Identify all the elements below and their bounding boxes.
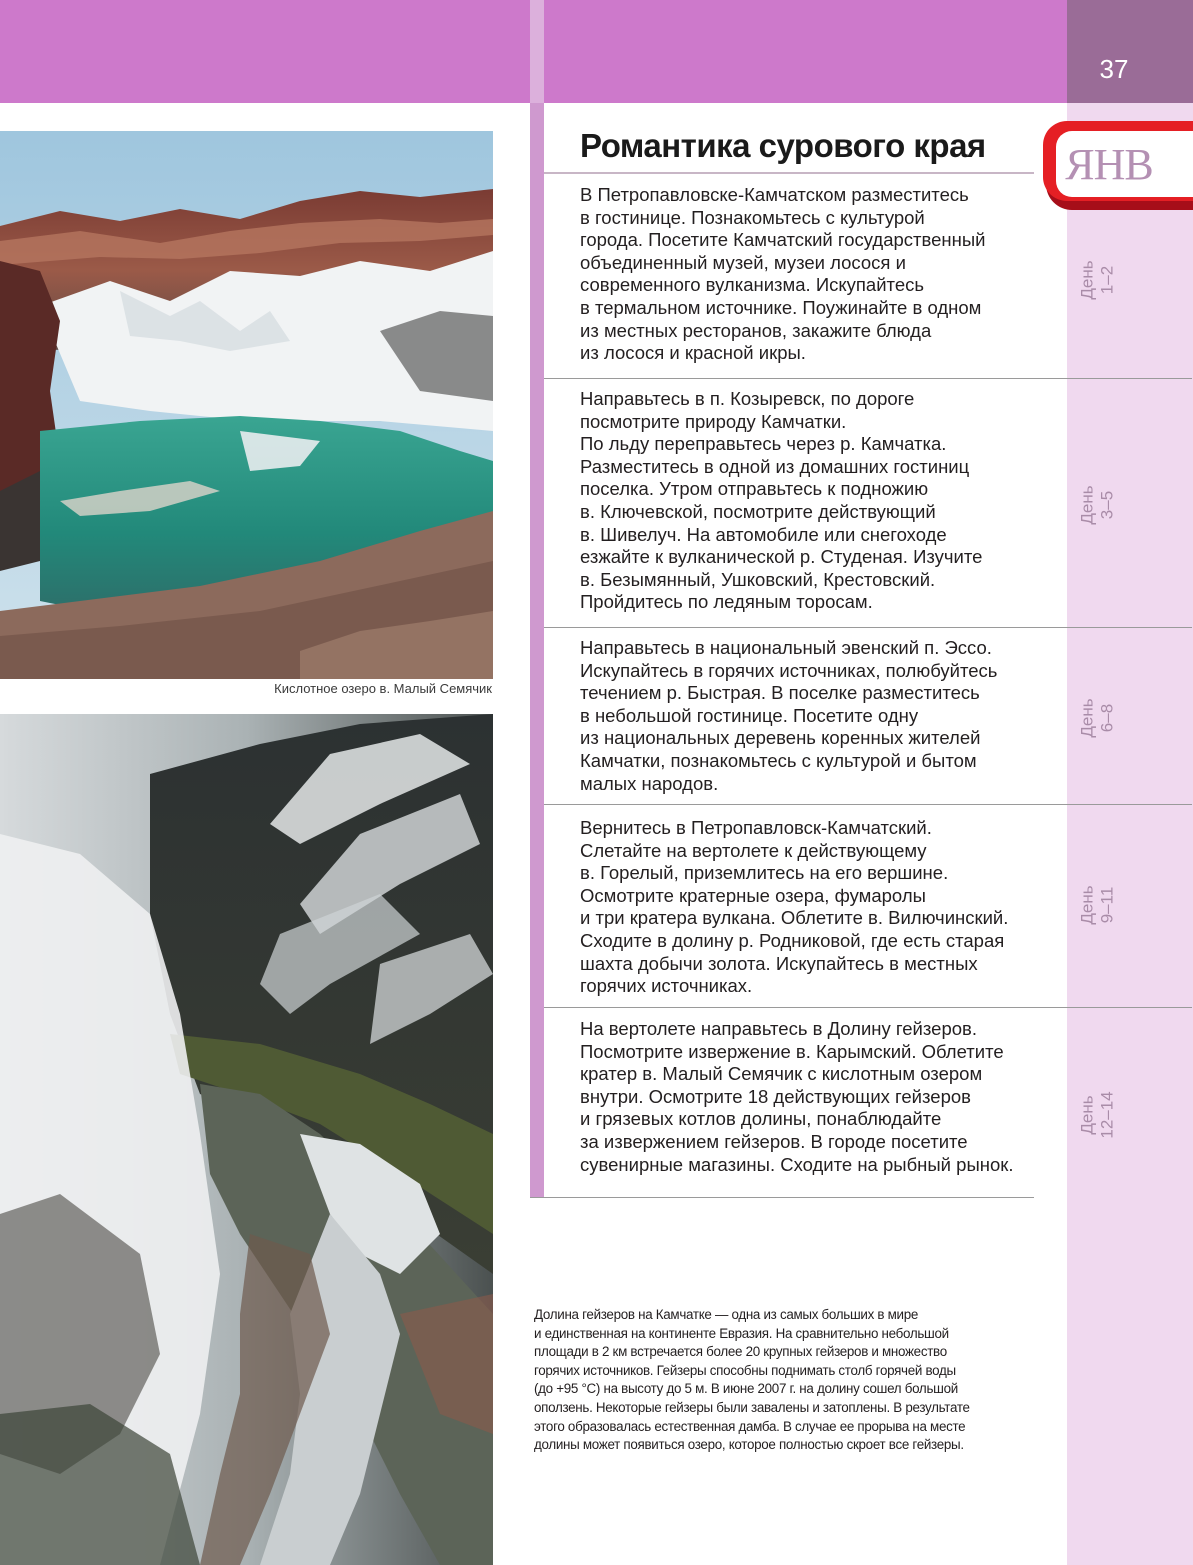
title-divider [544, 172, 1034, 174]
crater-lake-caption: Кислотное озеро в. Малый Семячик [274, 681, 492, 696]
day-label-3-5: День 3–5 [1078, 485, 1117, 525]
day-6-8-text: Направьтесь в национальный эвенский п. Эссо. Искупайтесь в горячих источниках, полюбуйтесь течением р. Быстрая. В поселке разместитесь в небольшой гостинице. Посетите одну из национальных деревень коренных жителей Камчатки, познакомьтесь с культурой и бытом малых народов. [580, 637, 998, 794]
day-1-2-text: В Петропавловске-Камчатском разместитесь в гостинице. Познакомьтесь с культурой города. Посетите Камчатский государственный объединенный музей, музеи лосося и современного вулканизма. Искупайтесь в термальном источнике. Поужинайте в одном из местных ресторанов, закажите блюда из лосося и красной икры. [580, 184, 986, 364]
month-label: ЯНВ [1065, 140, 1153, 189]
crater-lake-image [0, 131, 493, 679]
geyser-valley-note: Долина гейзеров на Камчатке — одна из самых больших в мире и единственная на континенте Евразия. На сравнительно небольшой площади в 2 км встречается более 20 крупных гейзеров и множество горячих источников. Гейзеры способны поднимать столб горячей воды (до +95 °С) на высоту до 5 м. В июне 2007 г. на долину сошел большой оползень. Некоторые гейзеры были завалены и затоплены. В результате этого образовалась естественная дамба. В случае ее прорыва на месте долины может появиться озеро, которое полностью скроет все гейзеры. [534, 1307, 970, 1453]
crater-lake-photo [0, 131, 493, 679]
vertical-rule [530, 103, 544, 1198]
day-divider [544, 378, 1192, 379]
day-12-14-text: На вертолете направьтесь в Долину гейзеров. Посмотрите извержение в. Карымский. Облетите кратер в. Малый Семячик с кислотным озером внутри. Осмотрите 18 действующих гейзеров и грязевых котлов долины, понаблюдайте за извержением гейзеров. В городе посетите сувенирные магазины. Сходите на рыбный рынок. [580, 1018, 1014, 1175]
day-9-11-text: Вернитесь в Петропавловск-Камчатский. Слетайте на вертолете к действующему в. Горелый, приземлитесь на его вершине. Осмотрите кратерные озера, фумаролы и три кратера вулкана. Облетите в. Вилючинский. Сходите в долину р. Родниковой, где есть старая шахта добычи золота. Искупайтесь в местных горячих источниках. [580, 817, 1009, 997]
page-number: 37 [1099, 54, 1129, 84]
geyser-valley-photo [0, 714, 493, 1565]
day-label-12-14: День 12–14 [1078, 1091, 1117, 1139]
day-label-1-2: День 1–2 [1078, 260, 1117, 300]
day-label-9-11: День 9–11 [1078, 885, 1117, 925]
day-3-5-text: Направьтесь в п. Козыревск, по дороге посмотрите природу Камчатки. По льду переправьтесь через р. Камчатка. Разместитесь в одной из домашних гостиниц поселка. Утром отправьтесь к подножию в. Ключевской, посмотрите действующий в. Шивелуч. На автомобиле или снегоходе езжайте к вулканической р. Студеная. Изучите в. Безымянный, Ушковский, Крестовский. Пройдитесь по ледяным торосам. [580, 388, 983, 613]
day-label-6-8: День 6–8 [1078, 698, 1117, 738]
day-divider [544, 627, 1192, 628]
day-divider [530, 1197, 1034, 1198]
page-title: Романтика сурового края [580, 127, 986, 164]
geyser-valley-image [0, 714, 493, 1565]
day-divider [544, 1007, 1192, 1008]
page-number-box [1067, 0, 1193, 103]
day-divider [544, 804, 1192, 805]
header-band-divider [530, 0, 544, 103]
